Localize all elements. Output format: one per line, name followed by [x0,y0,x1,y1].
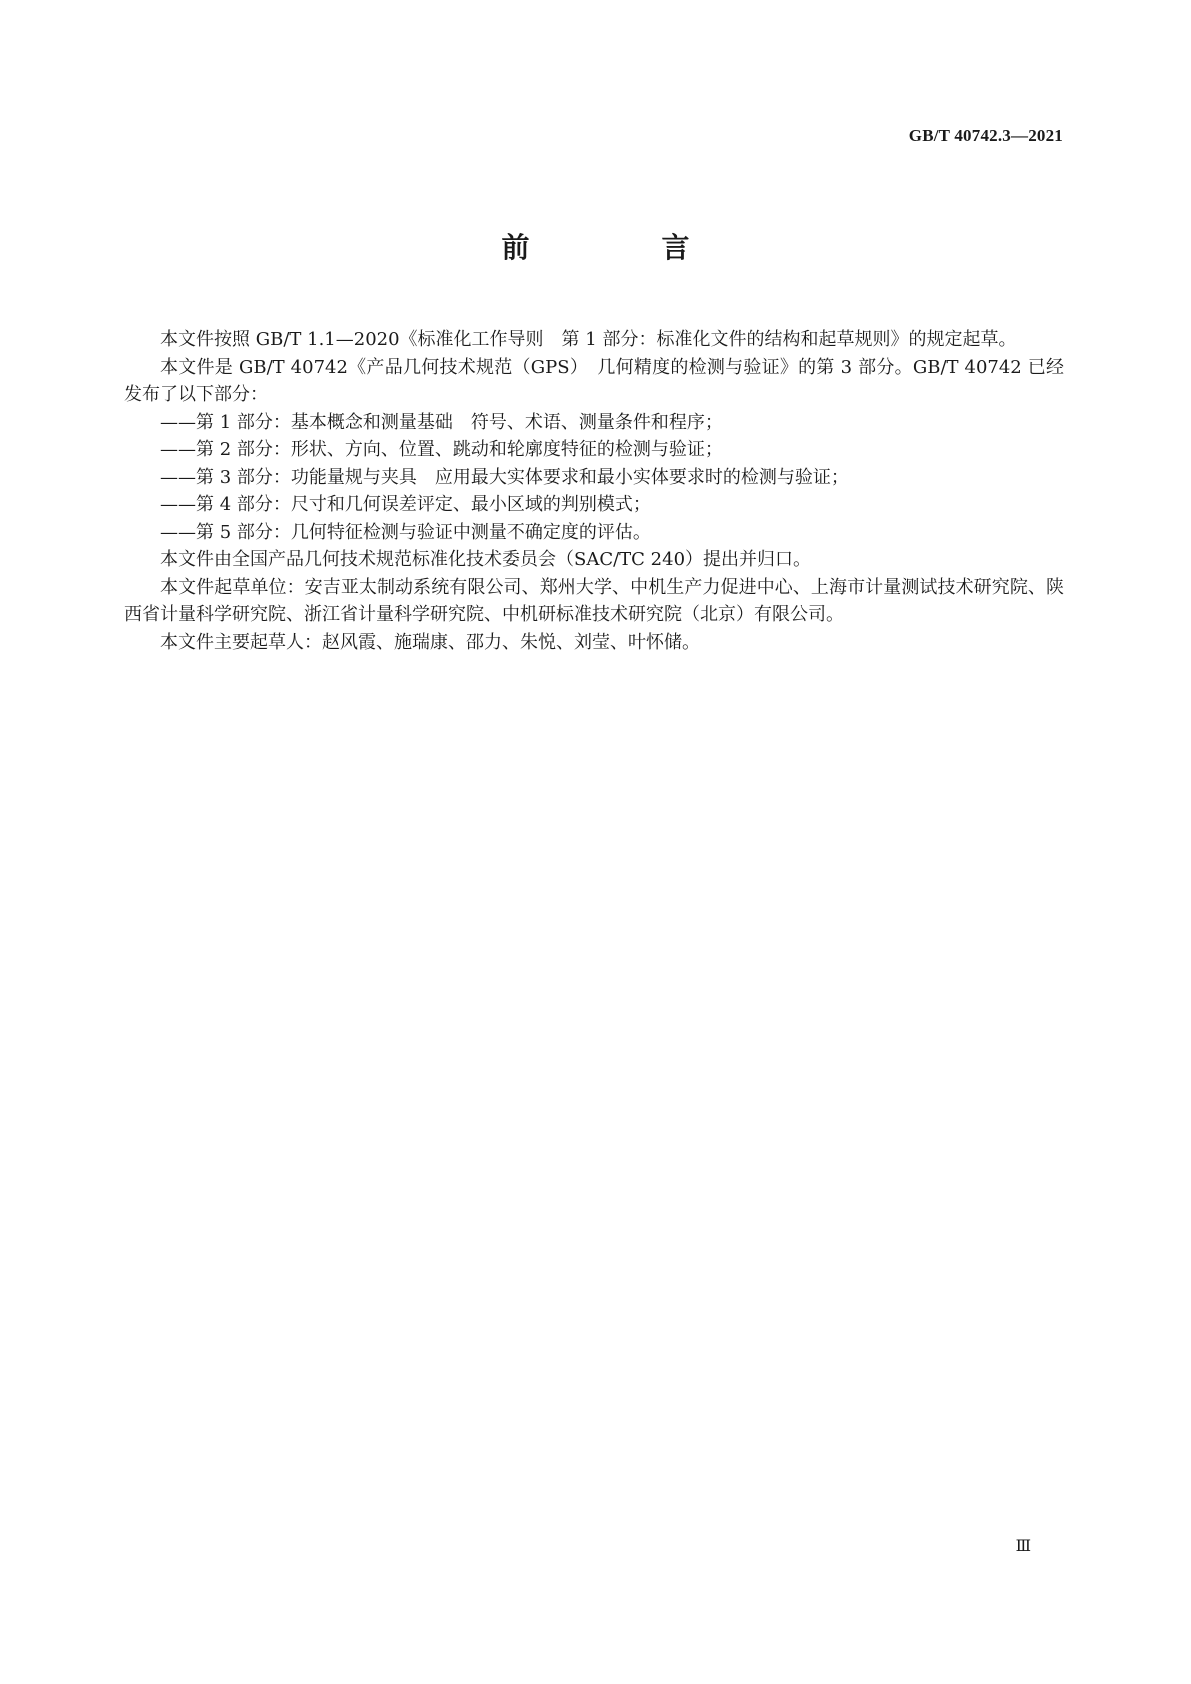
list-item-part-4: ——第 4 部分：尺寸和几何误差评定、最小区域的判别模式； [160,494,651,515]
standard-code: GB/T 40742.3—2021 [908,126,1063,145]
paragraph-drafters: 本文件主要起草人：赵风霞、施瑞康、邵力、朱悦、刘莹、叶怀储。 [160,631,700,653]
paragraph-drafting-units: 本文件起草单位：安吉亚太制动系统有限公司、郑州大学、中机生产力促进中心、上海市计量测试技术研究院、陕西省计量科学研究院、浙江省计量科学研究院、中机研标准技术研究院（北京）有限公司。 [124,576,1064,625]
page-title: 前 言 [501,231,742,264]
list-item-part-2: ——第 2 部分：形状、方向、位置、跳动和轮廓度特征的检测与验证； [160,439,723,460]
list-item-part-1: ——第 1 部分：基本概念和测量基础 符号、术语、测量条件和程序； [160,411,723,433]
paragraph-series-intro: 本文件是 GB/T 40742《产品几何技术规范（GPS） 几何精度的检测与验证》的第 3 部分。GB/T 40742 已经发布了以下部分： [124,356,1064,405]
page-number: Ⅲ [1015,1538,1031,1555]
paragraph-drafting-rules: 本文件按照 GB/T 1.1—2020《标准化工作导则 第 1 部分：标准化文件的结构和起草规则》的规定起草。 [160,329,1017,350]
list-item-part-3: ——第 3 部分：功能量规与夹具 应用最大实体要求和最小实体要求时的检测与验证； [160,466,849,488]
foreword-body [124,326,1064,656]
paragraph-committee: 本文件由全国产品几何技术规范标准化技术委员会（SAC/TC 240）提出并归口。 [160,549,812,570]
list-item-part-5: ——第 5 部分：几何特征检测与验证中测量不确定度的评估。 [160,521,651,543]
